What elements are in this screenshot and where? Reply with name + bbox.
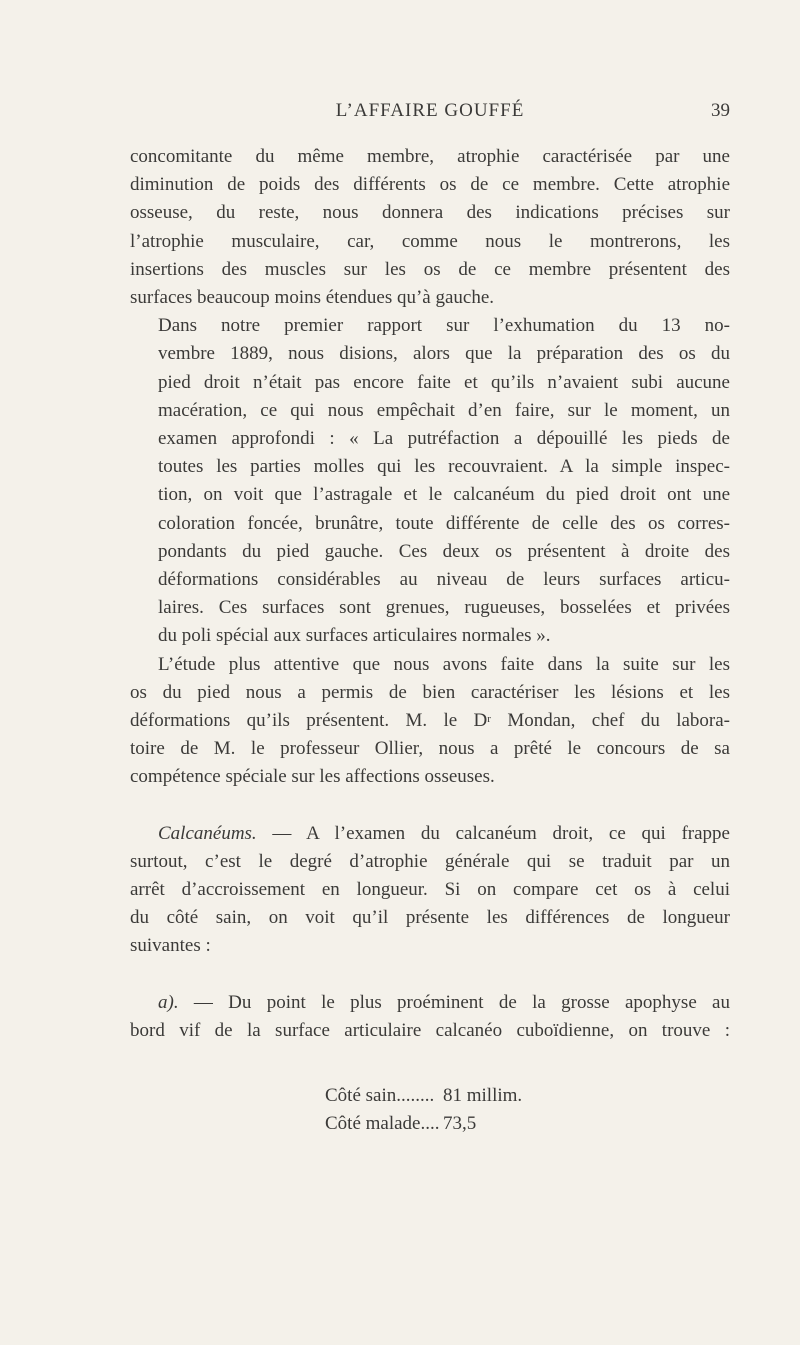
measurement-label: Côté sain........	[325, 1085, 435, 1106]
section-heading: Calcanéums.	[158, 822, 257, 844]
text-line: surfaces beaucoup moins étendues qu’à gauche.	[130, 287, 495, 309]
text-line: arrêt d’accroissement en longueur. Si on compare cet os à celui	[130, 879, 730, 901]
text-line: macération, ce qui nous empêchait d’en faire, sur le moment, un	[158, 399, 730, 421]
text-fragment: — Du point le plus proéminent de la grosse apophyse au	[178, 991, 730, 1013]
measurement-row	[325, 1082, 522, 1110]
text-line: concomitante du même membre, atrophie caractérisée par une	[130, 146, 730, 167]
text-line: coloration foncée, brunâtre, toute différente de celle des os corres-	[158, 512, 730, 534]
text-line: insertions des muscles sur les os de ce membre présentent des	[130, 258, 730, 280]
text-line: du côté sain, on voit qu’il présente les différences de longueur	[130, 907, 730, 929]
text-line: déformations considérables au niveau de leurs surfaces articu-	[158, 569, 730, 591]
text-fragment: Mondan, chef du labora-	[490, 710, 730, 732]
text-line: examen approfondi : « La putréfaction a dépouillé les pieds de	[158, 428, 730, 450]
text-line: l’atrophie musculaire, car, comme nous le montrerons, les	[130, 230, 730, 252]
text-line: suivantes :	[130, 935, 211, 957]
text-line	[130, 707, 730, 735]
paragraph-4	[130, 820, 730, 961]
page-number: 39	[711, 100, 730, 121]
text-fragment: — A l’examen du calcanéum droit, ce qui frappe	[256, 822, 730, 844]
paragraph-1	[130, 143, 730, 312]
text-line: laires. Ces surfaces sont grenues, rugueuses, bosselées et privées	[158, 597, 730, 619]
item-label: a).	[158, 991, 179, 1013]
text-fragment: déformations qu’ils présentent. M. le D	[130, 710, 488, 732]
measurement-table	[325, 1082, 522, 1138]
text-line: toire de M. le professeur Ollier, nous a prêté le concours de sa	[130, 738, 730, 760]
paragraph-3	[130, 651, 730, 792]
superscript: r	[487, 713, 491, 726]
measurement-label: Côté malade....	[325, 1113, 440, 1134]
spacer	[130, 961, 730, 989]
measurement-value: 73,5	[443, 1113, 477, 1134]
paragraph-5	[130, 989, 730, 1045]
text-line: compétence spéciale sur les affections osseuses.	[130, 766, 495, 788]
text-line: Dans notre premier rapport sur l’exhumation du 13 no-	[158, 315, 730, 337]
text-line	[130, 820, 730, 848]
text-line: L’étude plus attentive que nous avons faite dans la suite sur les	[158, 653, 730, 675]
page-header	[130, 100, 730, 128]
measurement-value: 81 millim.	[443, 1085, 523, 1106]
text-line: diminution de poids des différents os de ce membre. Cette atrophie	[130, 174, 730, 196]
text-line: surtout, c’est le degré d’atrophie générale qui se traduit par un	[130, 850, 730, 872]
measurement-row	[325, 1110, 522, 1138]
running-title: L’AFFAIRE GOUFFÉ	[335, 100, 525, 121]
text-line: bord vif de la surface articulaire calcanéo cuboïdienne, on trouve :	[130, 1019, 730, 1041]
text-line: tion, on voit que l’astragale et le calcanéum du pied droit ont une	[158, 484, 730, 506]
page-body	[130, 143, 730, 1045]
text-line: pied droit n’était pas encore faite et qu’ils n’avaient subi aucune	[158, 371, 730, 393]
text-line: osseuse, du reste, nous donnera des indications précises sur	[130, 202, 730, 224]
spacer	[130, 792, 730, 820]
text-line: pondants du pied gauche. Ces deux os présentent à droite des	[158, 540, 730, 562]
text-line: vembre 1889, nous disions, alors que la préparation des os du	[158, 343, 730, 365]
text-line: os du pied nous a permis de bien caractériser les lésions et les	[130, 681, 730, 703]
text-line: du poli spécial aux surfaces articulaires normales ».	[158, 625, 551, 647]
text-line: toutes les parties molles qui les recouvraient. A la simple inspec-	[158, 456, 730, 478]
text-line	[130, 989, 730, 1017]
paragraph-2	[130, 312, 730, 650]
